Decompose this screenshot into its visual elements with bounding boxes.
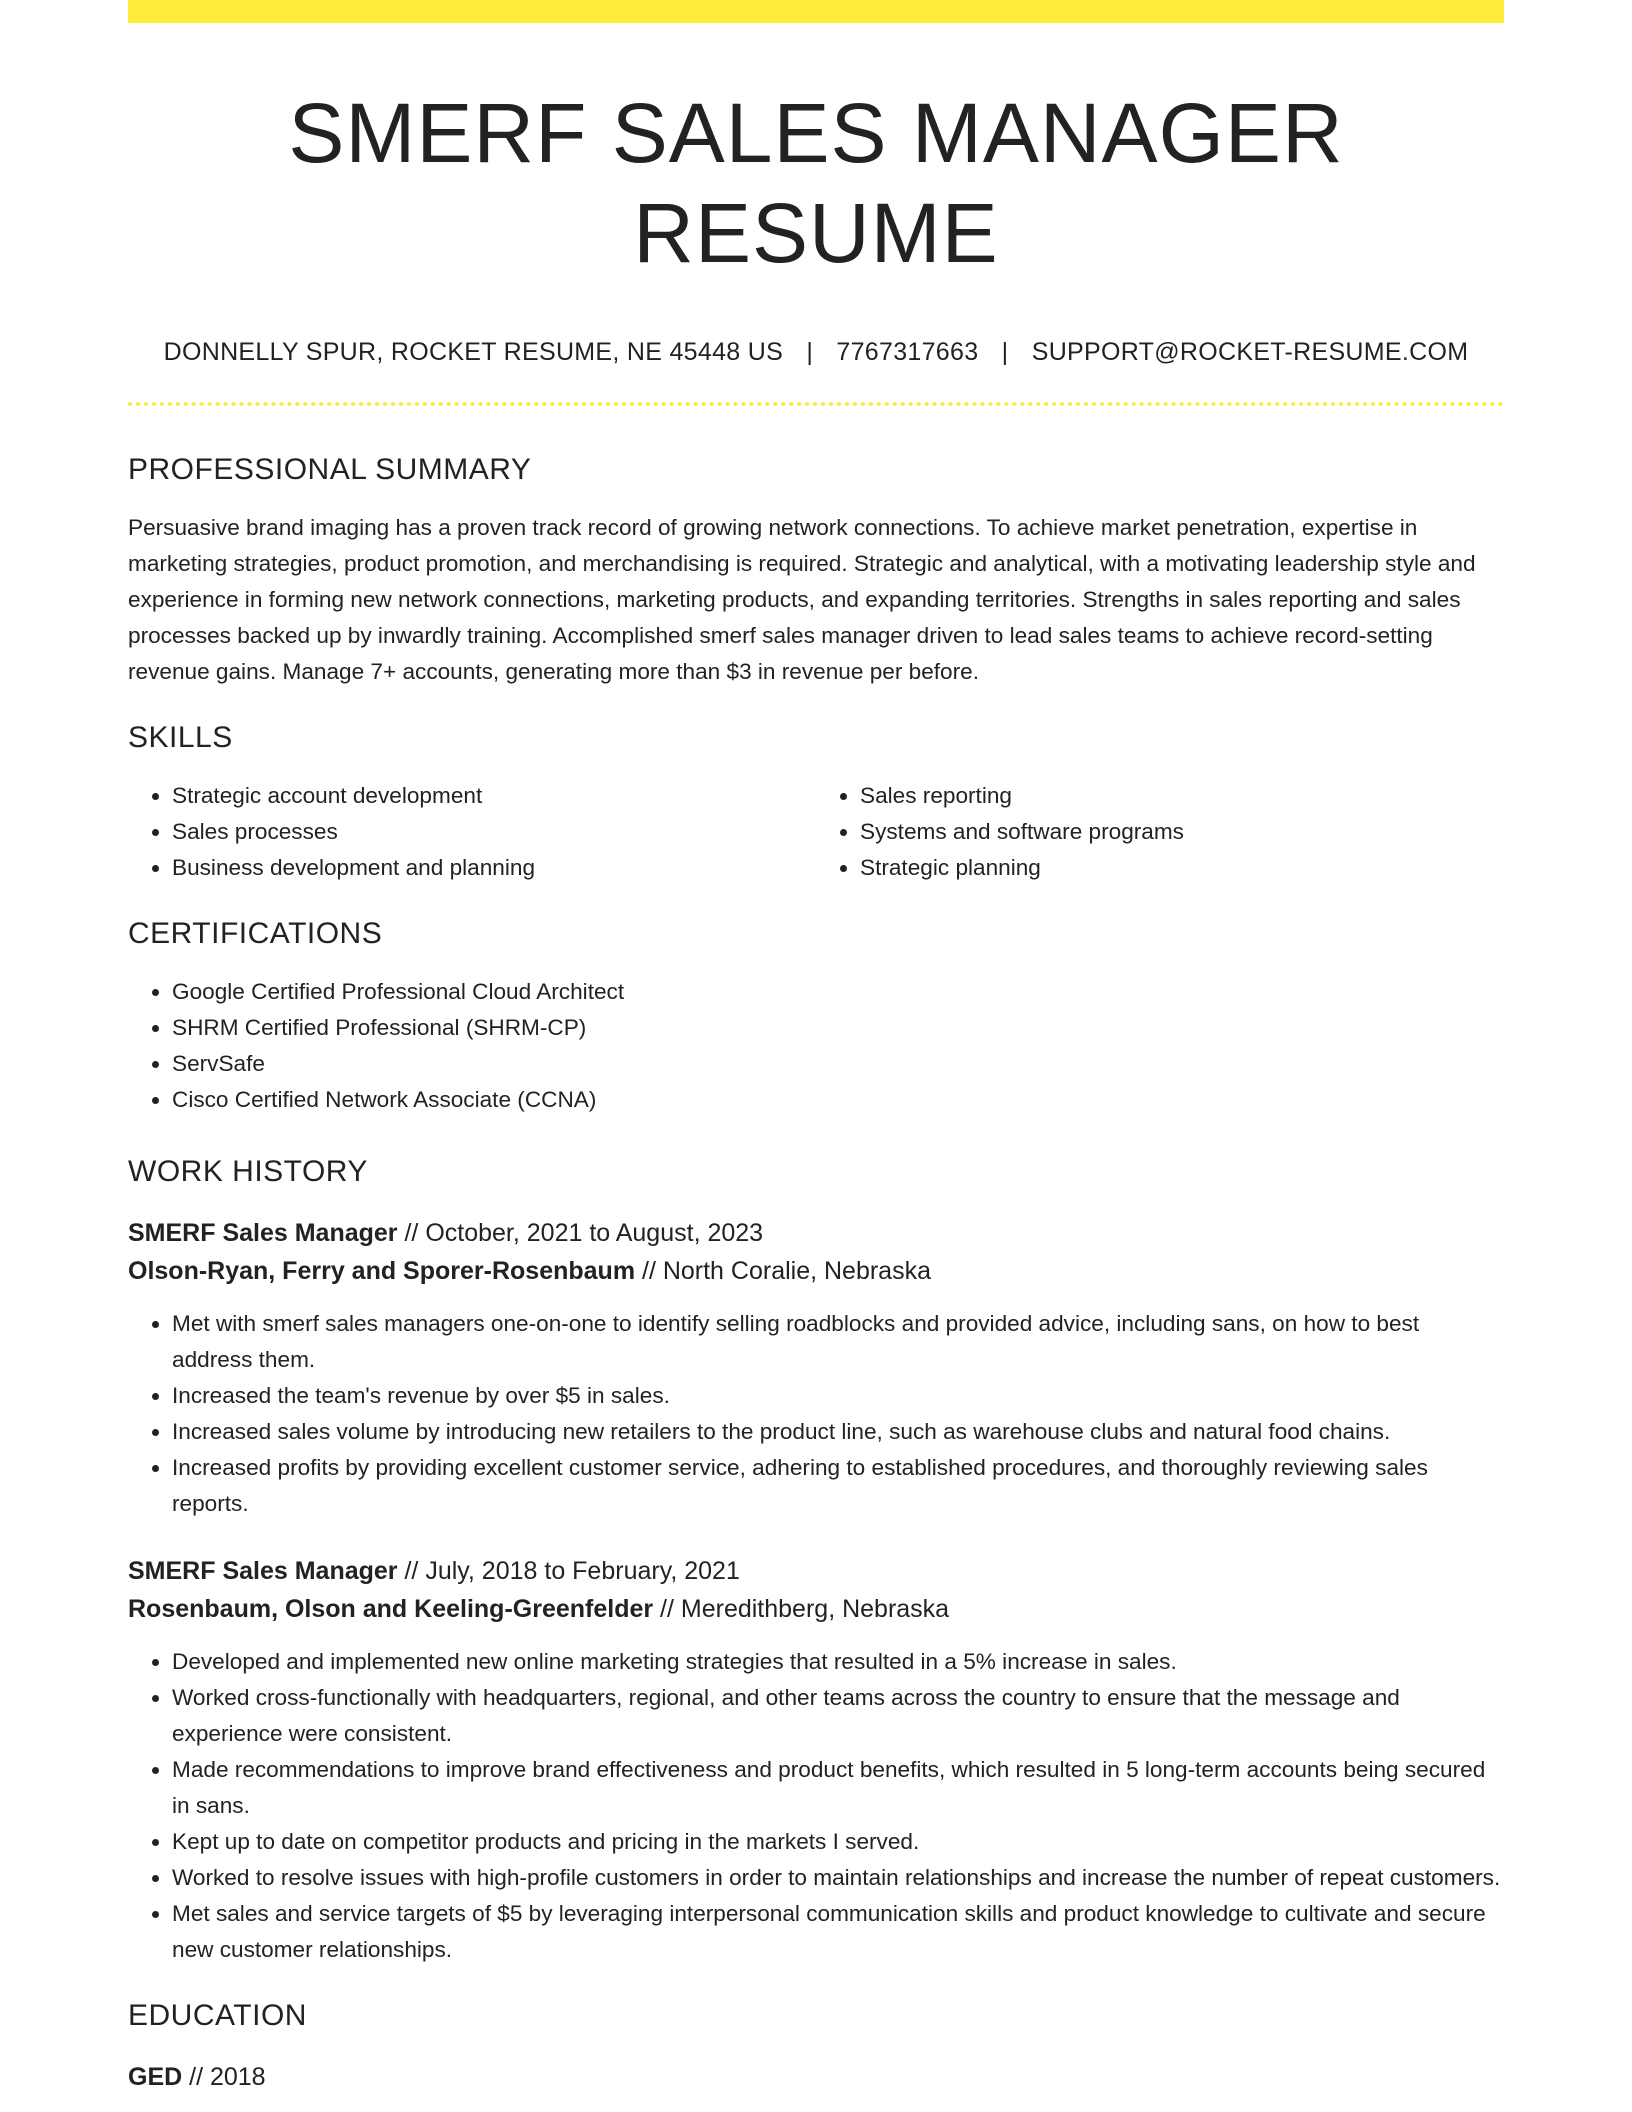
job-bullet: • Increased sales volume by introducing new retailers to the product line, such as warehouse clubs and natural food chains. [172, 1414, 1504, 1450]
job-company-line [128, 1252, 1504, 1290]
job-company-line [128, 1590, 1504, 1628]
job-bullet: • Worked cross-functionally with headquarters, regional, and other teams across the country to ensure that the message and experience were consistent. [172, 1680, 1504, 1752]
skill-item: • Sales reporting [860, 778, 1504, 814]
job-bullet: • Worked to resolve issues with high-profile customers in order to maintain relationships and increase the number of repeat customers. [172, 1860, 1504, 1896]
job-bullet: • Increased profits by providing excellent customer service, adhering to established procedures, and thoroughly reviewing sales reports. [172, 1450, 1504, 1522]
certifications-heading: CERTIFICATIONS [128, 917, 383, 950]
job-company: Olson-Ryan, Ferry and Sporer-Rosenbaum [128, 1257, 636, 1285]
job-bullet: • Met with smerf sales managers one-on-one to identify selling roadblocks and provided advice, including sans, on how to best address them. [172, 1306, 1504, 1378]
resume-title: SMERF SALES MANAGER RESUME [288, 86, 1344, 280]
education-year: // 2018 [182, 2063, 266, 2091]
contact-separator: | [1001, 338, 1009, 366]
job-entry [128, 1552, 1504, 1968]
job-role: SMERF Sales Manager [128, 1219, 398, 1247]
skills-columns [128, 778, 1504, 886]
education-degree: GED [128, 2063, 183, 2091]
job-bullet: • Increased the team's revenue by over $5 in sales. [172, 1378, 1504, 1414]
job-dates: // July, 2018 to February, 2021 [397, 1557, 740, 1585]
job-bullet: • Met sales and service targets of $5 by leveraging interpersonal communication skills and product knowledge to cultivate and secure new customer relationships. [172, 1896, 1504, 1968]
skill-item: • Business development and planning [172, 850, 816, 886]
contact-phone: 7767317663 [836, 338, 979, 366]
skills-list-right [816, 778, 1504, 886]
contact-email: SUPPORT@ROCKET-RESUME.COM [1031, 338, 1469, 366]
skills-list-left [128, 778, 816, 886]
job-bullet: • Developed and implemented new online marketing strategies that resulted in a 5% increase in sales. [172, 1644, 1504, 1680]
skill-item: • Strategic account development [172, 778, 816, 814]
job-bullet: • Made recommendations to improve brand effectiveness and product benefits, which resulted in 5 long-term accounts being secured in sans. [172, 1752, 1504, 1824]
skill-item: • Sales processes [172, 814, 816, 850]
certification-item: • Google Certified Professional Cloud Architect [172, 974, 1504, 1010]
job-title-line [128, 1214, 1504, 1252]
skill-item: • Strategic planning [860, 850, 1504, 886]
education-entry [128, 2058, 1504, 2096]
certifications-list [128, 974, 1504, 1118]
job-dates: // October, 2021 to August, 2023 [397, 1219, 764, 1247]
certification-item: • SHRM Certified Professional (SHRM-CP) [172, 1010, 1504, 1046]
education-heading: EDUCATION [128, 1999, 307, 2032]
job-location: // Meredithberg, Nebraska [653, 1595, 950, 1623]
job-title-line [128, 1552, 1504, 1590]
job-company: Rosenbaum, Olson and Keeling-Greenfelder [128, 1595, 654, 1623]
contact-line [128, 336, 1504, 368]
certification-item: • Cisco Certified Network Associate (CCNA) [172, 1082, 1504, 1118]
resume-page [128, 0, 1504, 2096]
summary-text: Persuasive brand imaging has a proven track record of growing network connections. To achieve market penetration, expertise in marketing strategies, product promotion, and merchandising is required. Strategic and analytical, with a motivating leadership style and experience in forming new network connections, marketing products, and expanding territories. Strengths in sales reporting and sales processes backed up by inwardly training. Accomplished smerf sales manager driven to lead sales teams to achieve record-setting revenue gains. Manage 7+ accounts, generating more than $3 in revenue per before. [128, 515, 1476, 684]
summary-heading: PROFESSIONAL SUMMARY [128, 453, 532, 486]
job-bullets [128, 1644, 1504, 1968]
contact-separator: | [806, 338, 814, 366]
job-bullets [128, 1306, 1504, 1522]
job-location: // North Coralie, Nebraska [635, 1257, 931, 1285]
skills-heading: SKILLS [128, 721, 233, 754]
accent-bar [128, 0, 1504, 23]
dotted-divider [128, 402, 1504, 406]
work-history-heading: WORK HISTORY [128, 1155, 368, 1188]
skill-item: • Systems and software programs [860, 814, 1504, 850]
certification-item: • ServSafe [172, 1046, 1504, 1082]
contact-address: DONNELLY SPUR, ROCKET RESUME, NE 45448 US [163, 338, 784, 366]
job-role: SMERF Sales Manager [128, 1557, 398, 1585]
job-bullet: • Kept up to date on competitor products and pricing in the markets I served. [172, 1824, 1504, 1860]
job-entry [128, 1214, 1504, 1522]
